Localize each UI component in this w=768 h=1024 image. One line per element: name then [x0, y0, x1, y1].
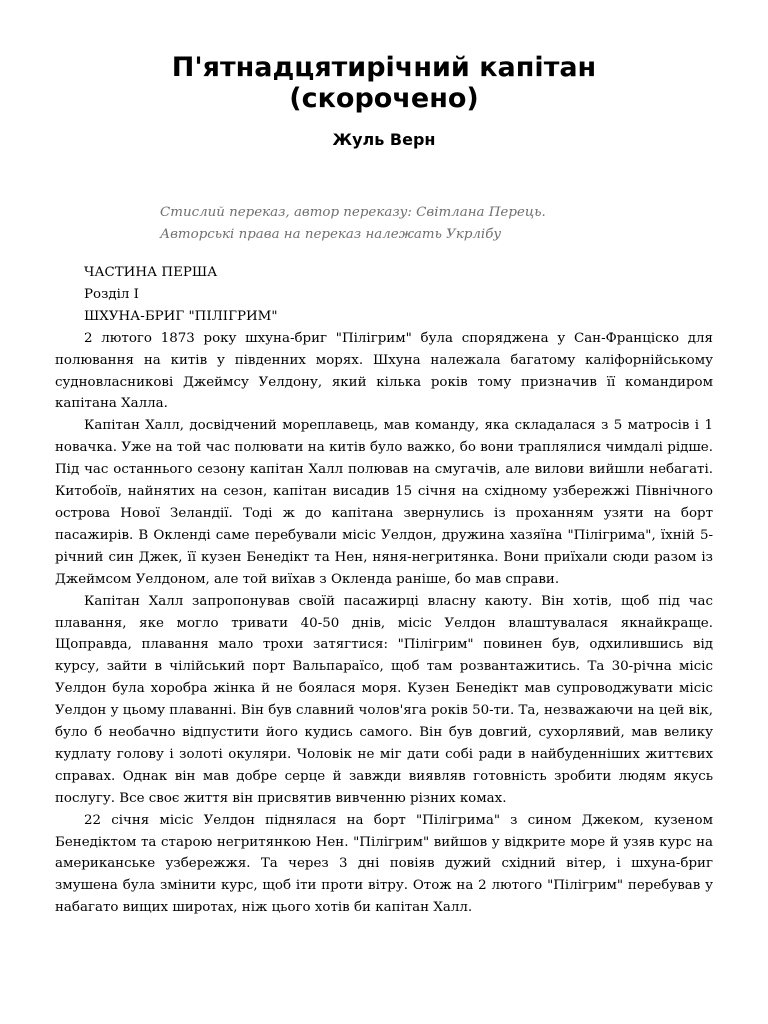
- note-line-2: Авторські права на переказ належать Укрлібу: [160, 227, 502, 242]
- author-name: Жуль Верн: [332, 130, 436, 149]
- note-line-1: Стислий переказ, автор переказу: Світлана Перець.: [160, 205, 546, 220]
- paragraph: 22 січня місіс Уелдон піднялася на борт "Пілігрима" з сином Джеком, кузеном Бенедіктом та старою негритянкою Нен. "Пілігрим" вийшов у відкрите море й узяв курс на американське узбережжя. Та через 3 дні повіяв дужий східний вітер, і шхуна-бриг змушена була змінити курс, щоб іти проти вітру. Отож на 2 лютого "Пілігрим" перебував у набагато вищих широтах, ніж цього хотів би капітан Халл.: [55, 812, 713, 916]
- title-line-2: (скорочено): [289, 83, 479, 114]
- document-body: [55, 262, 713, 919]
- paragraph: 2 лютого 1873 року шхуна-бриг "Пілігрим" була споряджена у Сан-Франціско для полювання на китів у південних морях. Шхуна належала багатому каліфорнійському судновласникові Джеймсу Уелдону, який кілька років тому призначив її командиром капітана Халла.: [55, 330, 713, 412]
- paragraph: Капітан Халл, досвідчений мореплавець, мав команду, яка складалася з 5 матросів і 1 новачка. Уже на той час полювати на китів було важко, бо вони траплялися чимдалі рідше. Під час останнього сезону капітан Халл полював на смугачів, але вилови вийшли небагаті. Китобоїв, найнятих на сезон, капітан висадив 15 січня на східному узбережжі Північного острова Нової Зеландії. Тоді ж до капітана звернулись із проханням узяти на борт пасажирів. В Окленді саме перебували місіс Уелдон, дружина хазяїна "Пілігрима", їхній 5-річний син Джек, її кузен Бенедікт та Нен, няня-негритянка. Вони приїхали сюди разом із Джеймсом Уелдоном, але той виїхав з Окленда раніше, бо мав справи.: [55, 418, 713, 587]
- chapter-heading: Розділ I: [84, 286, 139, 302]
- part-heading: ЧАСТИНА ПЕРША: [84, 265, 218, 280]
- chapter-title: ШХУНА-БРИГ "ПІЛІГРИМ": [84, 308, 278, 324]
- paragraph: Капітан Халл запропонував своїй пасажирці власну каюту. Він хотів, щоб під час плавання, яке могло тривати 40-50 днів, місіс Уелдон влаштувалася якнайкраще. Щоправда, плавання мало трохи затягтися: "Пілігрим" повинен був, одхилившись від курсу, зайти в чілійський порт Вальпараїсо, щоб там розвантажитись. Та 30-річна місіс Уелдон була хоробра жінка й не боялася моря. Кузен Бенедікт мав супроводжувати місіс Уелдон у цьому плаванні. Він був славний чолов'яга років 50-ти. Та, незважаючи на цей вік, було б необачно відпустити його кудись самого. Він був довгий, сухорлявий, мав велику кудлату голову і золоті окуляри. Чоловік не міг дати собі ради в найбуденніших життєвих справах. Однак він мав добре серце й завжди виявляв готовність зробити людям якусь послугу. Все своє життя він присвятив вивченню різних комах.: [55, 593, 713, 806]
- retelling-note: [160, 202, 720, 246]
- document-title: [0, 52, 768, 114]
- title-line-1: П'ятнадцятирічний капітан: [171, 52, 597, 83]
